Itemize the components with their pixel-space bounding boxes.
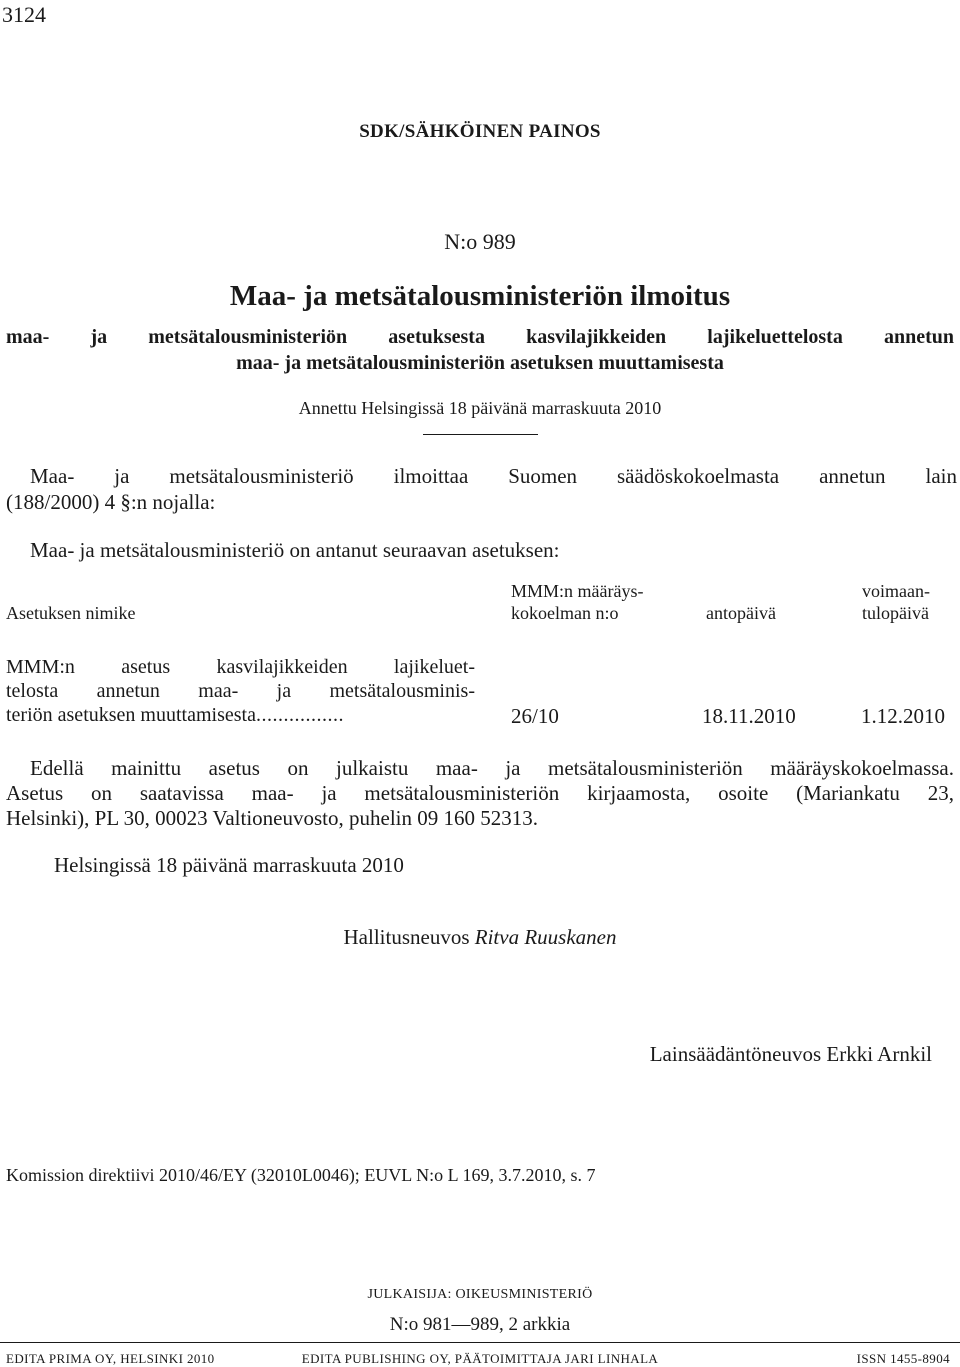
intro-line-2: (188/2000) 4 §:n nojalla: bbox=[6, 490, 216, 514]
document-title: Maa- ja metsätalousministeriön ilmoitus bbox=[229, 280, 731, 312]
row-name-line-2: telosta annetun maa- ja metsätalousminis- bbox=[6, 680, 475, 702]
header-number-line-2: kokoelman n:o bbox=[511, 603, 619, 623]
row-name-line-1: MMM:n asetus kasvilajikkeiden lajikeluet- bbox=[6, 656, 475, 678]
intro-line-1: Maa- ja metsätalousministeriö ilmoittaa Suomen säädöskokoelmasta annetun lain bbox=[30, 464, 957, 488]
directive-reference: Komission direktiivi 2010/46/EY (32010L0046); EUVL N:o L 169, 3.7.2010, s. 7 bbox=[6, 1165, 596, 1185]
document-subtitle-line-2: maa- ja metsätalousministeriön asetuksen muuttamisesta bbox=[236, 352, 724, 374]
document-subtitle-line-1: maa- ja metsätalousministeriön asetuksesta kasvilajikkeiden lajikeluettelosta annetun bbox=[6, 326, 954, 348]
header-number-line-1: MMM:n määräys- bbox=[511, 581, 644, 601]
signer-1-name: Ritva Ruuskanen bbox=[474, 925, 617, 949]
footer-publisher-label: JULKAISIJA: OIKEUSMINISTERIÖ bbox=[367, 1287, 593, 1302]
row-number: 26/10 bbox=[511, 704, 559, 728]
footer-publishing: EDITA PUBLISHING OY, PÄÄTOIMITTAJA JARI LINHALA bbox=[301, 1351, 659, 1366]
signer-2: Lainsäädäntöneuvos Erkki Arnkil bbox=[649, 1042, 932, 1066]
row-effective-date: 1.12.2010 bbox=[861, 704, 945, 728]
statement: Maa- ja metsätalousministeriö on antanut seuraavan asetuksen: bbox=[30, 538, 560, 562]
notice-line-2: Asetus on saatavissa maa- ja metsätalousministeriön kirjaamosta, osoite (Mariankatu 23, bbox=[6, 781, 954, 805]
notice-line-1: Edellä mainittu asetus on julkaistu maa- ja metsätalousministeriön määräyskokoelmassa. bbox=[30, 756, 954, 780]
signer-1 bbox=[0, 925, 960, 950]
header-name: Asetuksen nimike bbox=[6, 603, 136, 623]
footer-issn: ISSN 1455-8904 bbox=[856, 1351, 950, 1366]
row-name-line-3 bbox=[6, 704, 475, 727]
header-date: antopäivä bbox=[706, 603, 776, 623]
signer-1-title: Hallitusneuvos bbox=[343, 925, 470, 949]
issued-date: Annettu Helsingissä 18 päivänä marraskuuta 2010 bbox=[298, 398, 662, 418]
separator-rule bbox=[423, 434, 538, 435]
row-date: 18.11.2010 bbox=[702, 704, 796, 728]
footer-issue: N:o 981—989, 2 arkkia bbox=[389, 1314, 571, 1335]
dot-leader: ................ bbox=[255, 704, 344, 726]
page-number: 3124 bbox=[2, 2, 46, 27]
notice-line-3: Helsinki), PL 30, 00023 Valtioneuvosto, puhelin 09 160 52313. bbox=[6, 806, 538, 830]
header-effective-line-2: tulopäivä bbox=[862, 603, 929, 623]
document-number: N:o 989 bbox=[444, 229, 516, 254]
footer-rule bbox=[0, 1342, 960, 1343]
publisher-heading: SDK/SÄHKÖINEN PAINOS bbox=[359, 121, 601, 142]
row-name-line-3-text: teriön asetuksen muuttamisesta bbox=[6, 704, 256, 726]
footer-printer: EDITA PRIMA OY, HELSINKI 2010 bbox=[6, 1351, 215, 1366]
signature-place-date: Helsingissä 18 päivänä marraskuuta 2010 bbox=[54, 853, 404, 877]
header-effective-line-1: voimaan- bbox=[862, 581, 930, 601]
